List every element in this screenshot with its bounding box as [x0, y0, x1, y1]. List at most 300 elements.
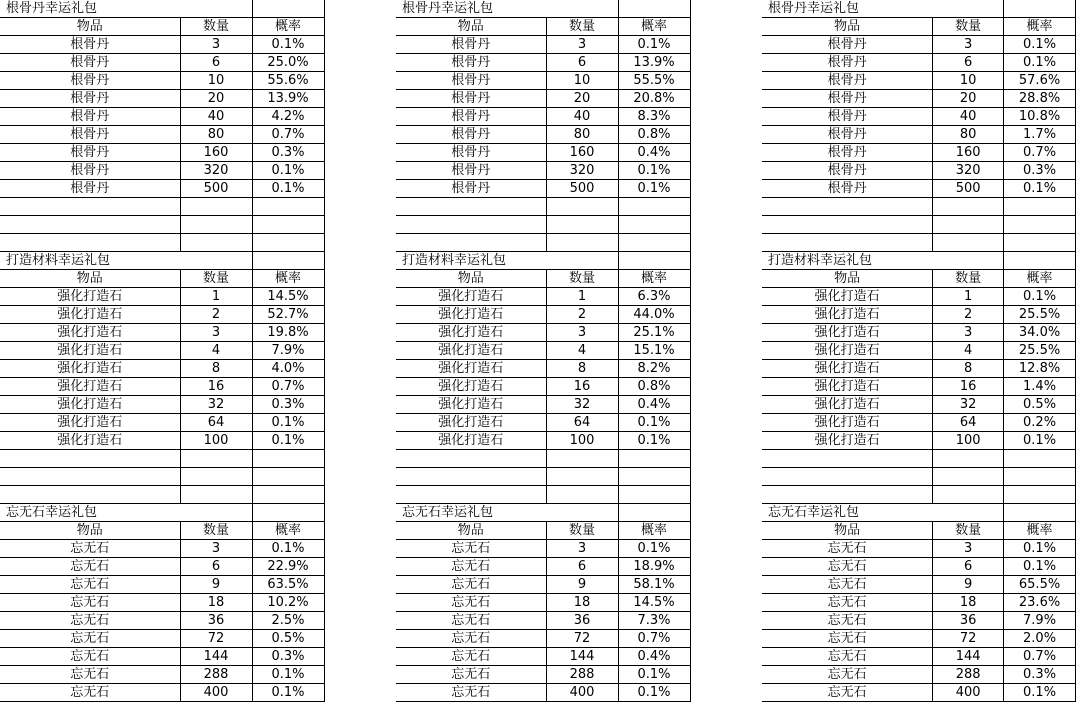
probability-cell[interactable]: 0.1%	[618, 414, 690, 432]
empty-cell[interactable]	[618, 216, 690, 234]
item-cell[interactable]: 根骨丹	[396, 72, 546, 90]
empty-cell[interactable]	[618, 486, 690, 504]
item-cell[interactable]: 忘无石	[396, 594, 546, 612]
probability-cell[interactable]: 57.6%	[1004, 72, 1076, 90]
item-header[interactable]: 物品	[396, 270, 546, 288]
probability-cell[interactable]: 0.7%	[1004, 648, 1076, 666]
empty-cell[interactable]	[546, 252, 618, 270]
item-cell[interactable]: 强化打造石	[0, 432, 180, 450]
probability-cell[interactable]: 0.1%	[618, 666, 690, 684]
quantity-cell[interactable]: 18	[933, 594, 1004, 612]
quantity-cell[interactable]: 6	[180, 558, 252, 576]
item-cell[interactable]: 强化打造石	[762, 342, 933, 360]
empty-cell[interactable]	[180, 0, 252, 18]
item-cell[interactable]: 根骨丹	[396, 180, 546, 198]
quantity-cell[interactable]: 4	[546, 342, 618, 360]
quantity-header[interactable]: 数量	[546, 522, 618, 540]
probability-cell[interactable]: 0.2%	[1004, 414, 1076, 432]
item-cell[interactable]: 根骨丹	[0, 72, 180, 90]
quantity-header[interactable]: 数量	[180, 270, 252, 288]
item-cell[interactable]: 根骨丹	[0, 108, 180, 126]
quantity-cell[interactable]: 10	[546, 72, 618, 90]
item-cell[interactable]: 根骨丹	[762, 90, 933, 108]
quantity-cell[interactable]: 20	[180, 90, 252, 108]
empty-cell[interactable]	[0, 486, 180, 504]
item-cell[interactable]: 根骨丹	[762, 54, 933, 72]
empty-cell[interactable]	[396, 486, 546, 504]
probability-cell[interactable]: 13.9%	[618, 54, 690, 72]
probability-cell[interactable]: 0.1%	[1004, 684, 1076, 702]
item-cell[interactable]: 强化打造石	[396, 396, 546, 414]
empty-cell[interactable]	[252, 0, 324, 18]
empty-cell[interactable]	[396, 198, 546, 216]
empty-cell[interactable]	[0, 216, 180, 234]
item-cell[interactable]: 忘无石	[762, 558, 933, 576]
probability-cell[interactable]: 19.8%	[252, 324, 324, 342]
quantity-cell[interactable]: 16	[180, 378, 252, 396]
empty-cell[interactable]	[180, 468, 252, 486]
item-cell[interactable]: 根骨丹	[762, 72, 933, 90]
item-cell[interactable]: 强化打造石	[396, 288, 546, 306]
empty-cell[interactable]	[252, 198, 324, 216]
empty-cell[interactable]	[933, 198, 1004, 216]
probability-cell[interactable]: 0.1%	[618, 162, 690, 180]
empty-cell[interactable]	[546, 198, 618, 216]
probability-cell[interactable]: 0.3%	[1004, 162, 1076, 180]
item-cell[interactable]: 忘无石	[396, 612, 546, 630]
probability-cell[interactable]: 0.1%	[618, 36, 690, 54]
quantity-cell[interactable]: 144	[933, 648, 1004, 666]
quantity-header[interactable]: 数量	[546, 270, 618, 288]
item-cell[interactable]: 根骨丹	[0, 36, 180, 54]
empty-cell[interactable]	[1004, 486, 1076, 504]
quantity-cell[interactable]: 80	[546, 126, 618, 144]
item-cell[interactable]: 强化打造石	[762, 324, 933, 342]
quantity-cell[interactable]: 1	[546, 288, 618, 306]
quantity-cell[interactable]: 32	[180, 396, 252, 414]
empty-cell[interactable]	[546, 468, 618, 486]
empty-cell[interactable]	[252, 468, 324, 486]
probability-cell[interactable]: 0.1%	[252, 36, 324, 54]
quantity-cell[interactable]: 320	[180, 162, 252, 180]
item-cell[interactable]: 强化打造石	[396, 324, 546, 342]
quantity-cell[interactable]: 20	[546, 90, 618, 108]
probability-cell[interactable]: 25.5%	[1004, 306, 1076, 324]
item-cell[interactable]: 忘无石	[396, 666, 546, 684]
empty-cell[interactable]	[252, 504, 324, 522]
probability-cell[interactable]: 2.5%	[252, 612, 324, 630]
item-cell[interactable]: 忘无石	[396, 558, 546, 576]
probability-cell[interactable]: 0.4%	[618, 144, 690, 162]
empty-cell[interactable]	[1004, 468, 1076, 486]
quantity-cell[interactable]: 500	[546, 180, 618, 198]
empty-cell[interactable]	[933, 504, 1004, 522]
probability-cell[interactable]: 8.3%	[618, 108, 690, 126]
item-cell[interactable]: 根骨丹	[0, 126, 180, 144]
quantity-cell[interactable]: 100	[933, 432, 1004, 450]
item-cell[interactable]: 根骨丹	[762, 144, 933, 162]
item-cell[interactable]: 忘无石	[762, 630, 933, 648]
item-cell[interactable]: 忘无石	[0, 630, 180, 648]
quantity-cell[interactable]: 1	[933, 288, 1004, 306]
quantity-cell[interactable]: 1	[180, 288, 252, 306]
quantity-cell[interactable]: 2	[180, 306, 252, 324]
probability-cell[interactable]: 55.6%	[252, 72, 324, 90]
quantity-cell[interactable]: 6	[546, 54, 618, 72]
quantity-cell[interactable]: 8	[933, 360, 1004, 378]
empty-cell[interactable]	[762, 450, 933, 468]
probability-header[interactable]: 概率	[1004, 18, 1076, 36]
empty-cell[interactable]	[1004, 234, 1076, 252]
item-cell[interactable]: 忘无石	[762, 666, 933, 684]
probability-cell[interactable]: 0.8%	[618, 378, 690, 396]
probability-cell[interactable]: 0.8%	[618, 126, 690, 144]
quantity-cell[interactable]: 9	[546, 576, 618, 594]
probability-cell[interactable]: 7.9%	[252, 342, 324, 360]
probability-cell[interactable]: 0.4%	[618, 396, 690, 414]
item-cell[interactable]: 根骨丹	[396, 54, 546, 72]
empty-cell[interactable]	[618, 450, 690, 468]
empty-cell[interactable]	[618, 252, 690, 270]
probability-cell[interactable]: 0.7%	[1004, 144, 1076, 162]
probability-cell[interactable]: 0.1%	[618, 684, 690, 702]
probability-cell[interactable]: 0.1%	[252, 432, 324, 450]
probability-cell[interactable]: 0.3%	[1004, 666, 1076, 684]
probability-cell[interactable]: 4.2%	[252, 108, 324, 126]
item-cell[interactable]: 忘无石	[0, 612, 180, 630]
probability-cell[interactable]: 0.4%	[618, 648, 690, 666]
quantity-cell[interactable]: 80	[180, 126, 252, 144]
empty-cell[interactable]	[0, 198, 180, 216]
quantity-cell[interactable]: 40	[933, 108, 1004, 126]
quantity-cell[interactable]: 72	[933, 630, 1004, 648]
item-cell[interactable]: 根骨丹	[762, 162, 933, 180]
item-cell[interactable]: 根骨丹	[396, 126, 546, 144]
probability-cell[interactable]: 22.9%	[252, 558, 324, 576]
item-cell[interactable]: 强化打造石	[762, 378, 933, 396]
item-cell[interactable]: 忘无石	[0, 594, 180, 612]
probability-cell[interactable]: 58.1%	[618, 576, 690, 594]
quantity-cell[interactable]: 6	[180, 54, 252, 72]
empty-cell[interactable]	[180, 216, 252, 234]
probability-cell[interactable]: 0.1%	[1004, 432, 1076, 450]
item-cell[interactable]: 忘无石	[396, 630, 546, 648]
item-cell[interactable]: 忘无石	[396, 684, 546, 702]
empty-cell[interactable]	[933, 234, 1004, 252]
empty-cell[interactable]	[762, 486, 933, 504]
quantity-header[interactable]: 数量	[933, 18, 1004, 36]
item-cell[interactable]: 忘无石	[396, 576, 546, 594]
empty-cell[interactable]	[933, 486, 1004, 504]
quantity-cell[interactable]: 400	[546, 684, 618, 702]
item-header[interactable]: 物品	[0, 18, 180, 36]
empty-cell[interactable]	[546, 234, 618, 252]
item-cell[interactable]: 强化打造石	[0, 360, 180, 378]
empty-cell[interactable]	[546, 450, 618, 468]
empty-cell[interactable]	[618, 504, 690, 522]
probability-cell[interactable]: 18.9%	[618, 558, 690, 576]
probability-header[interactable]: 概率	[618, 18, 690, 36]
probability-cell[interactable]: 0.1%	[252, 180, 324, 198]
quantity-cell[interactable]: 320	[933, 162, 1004, 180]
empty-cell[interactable]	[933, 216, 1004, 234]
quantity-cell[interactable]: 6	[546, 558, 618, 576]
probability-cell[interactable]: 13.9%	[252, 90, 324, 108]
item-cell[interactable]: 根骨丹	[396, 90, 546, 108]
quantity-cell[interactable]: 3	[933, 36, 1004, 54]
item-header[interactable]: 物品	[762, 522, 933, 540]
probability-cell[interactable]: 0.1%	[252, 414, 324, 432]
empty-cell[interactable]	[546, 0, 618, 18]
empty-cell[interactable]	[618, 234, 690, 252]
probability-cell[interactable]: 0.1%	[1004, 180, 1076, 198]
quantity-cell[interactable]: 8	[180, 360, 252, 378]
probability-cell[interactable]: 0.1%	[252, 684, 324, 702]
empty-cell[interactable]	[180, 234, 252, 252]
empty-cell[interactable]	[252, 216, 324, 234]
item-cell[interactable]: 强化打造石	[396, 378, 546, 396]
probability-cell[interactable]: 1.4%	[1004, 378, 1076, 396]
probability-cell[interactable]: 0.1%	[1004, 540, 1076, 558]
quantity-cell[interactable]: 64	[180, 414, 252, 432]
quantity-cell[interactable]: 100	[546, 432, 618, 450]
probability-cell[interactable]: 10.2%	[252, 594, 324, 612]
empty-cell[interactable]	[252, 252, 324, 270]
empty-cell[interactable]	[396, 216, 546, 234]
probability-cell[interactable]: 25.5%	[1004, 342, 1076, 360]
empty-cell[interactable]	[180, 198, 252, 216]
quantity-cell[interactable]: 16	[933, 378, 1004, 396]
quantity-header[interactable]: 数量	[180, 522, 252, 540]
probability-cell[interactable]: 0.1%	[252, 540, 324, 558]
probability-cell[interactable]: 0.1%	[618, 180, 690, 198]
item-cell[interactable]: 根骨丹	[0, 180, 180, 198]
probability-cell[interactable]: 4.0%	[252, 360, 324, 378]
empty-cell[interactable]	[618, 198, 690, 216]
probability-cell[interactable]: 0.3%	[252, 396, 324, 414]
item-cell[interactable]: 强化打造石	[396, 414, 546, 432]
quantity-cell[interactable]: 500	[180, 180, 252, 198]
probability-cell[interactable]: 23.6%	[1004, 594, 1076, 612]
probability-cell[interactable]: 0.1%	[252, 666, 324, 684]
item-cell[interactable]: 根骨丹	[396, 144, 546, 162]
item-cell[interactable]: 强化打造石	[396, 342, 546, 360]
quantity-cell[interactable]: 320	[546, 162, 618, 180]
empty-cell[interactable]	[1004, 252, 1076, 270]
probability-cell[interactable]: 44.0%	[618, 306, 690, 324]
item-cell[interactable]: 忘无石	[762, 648, 933, 666]
empty-cell[interactable]	[396, 450, 546, 468]
probability-cell[interactable]: 14.5%	[618, 594, 690, 612]
quantity-cell[interactable]: 4	[933, 342, 1004, 360]
empty-cell[interactable]	[0, 234, 180, 252]
probability-cell[interactable]: 0.1%	[618, 540, 690, 558]
quantity-cell[interactable]: 3	[933, 324, 1004, 342]
quantity-cell[interactable]: 9	[180, 576, 252, 594]
quantity-cell[interactable]: 144	[546, 648, 618, 666]
item-cell[interactable]: 强化打造石	[0, 378, 180, 396]
item-cell[interactable]: 忘无石	[396, 648, 546, 666]
quantity-cell[interactable]: 40	[180, 108, 252, 126]
empty-cell[interactable]	[180, 504, 252, 522]
empty-cell[interactable]	[1004, 450, 1076, 468]
item-cell[interactable]: 强化打造石	[762, 432, 933, 450]
probability-cell[interactable]: 20.8%	[618, 90, 690, 108]
item-cell[interactable]: 强化打造石	[762, 414, 933, 432]
item-cell[interactable]: 忘无石	[762, 612, 933, 630]
quantity-cell[interactable]: 4	[180, 342, 252, 360]
empty-cell[interactable]	[0, 450, 180, 468]
probability-cell[interactable]: 0.3%	[252, 144, 324, 162]
probability-cell[interactable]: 0.7%	[618, 630, 690, 648]
quantity-cell[interactable]: 3	[180, 324, 252, 342]
item-cell[interactable]: 根骨丹	[762, 180, 933, 198]
quantity-cell[interactable]: 16	[546, 378, 618, 396]
empty-cell[interactable]	[762, 198, 933, 216]
empty-cell[interactable]	[546, 216, 618, 234]
quantity-cell[interactable]: 400	[933, 684, 1004, 702]
empty-cell[interactable]	[933, 0, 1004, 18]
empty-cell[interactable]	[618, 468, 690, 486]
quantity-cell[interactable]: 288	[933, 666, 1004, 684]
item-cell[interactable]: 忘无石	[762, 576, 933, 594]
item-cell[interactable]: 忘无石	[0, 666, 180, 684]
probability-cell[interactable]: 55.5%	[618, 72, 690, 90]
quantity-cell[interactable]: 36	[180, 612, 252, 630]
probability-cell[interactable]: 12.8%	[1004, 360, 1076, 378]
quantity-cell[interactable]: 40	[546, 108, 618, 126]
empty-cell[interactable]	[180, 252, 252, 270]
empty-cell[interactable]	[762, 234, 933, 252]
quantity-cell[interactable]: 3	[180, 540, 252, 558]
quantity-cell[interactable]: 3	[180, 36, 252, 54]
item-cell[interactable]: 强化打造石	[0, 396, 180, 414]
quantity-cell[interactable]: 288	[546, 666, 618, 684]
empty-cell[interactable]	[1004, 504, 1076, 522]
empty-cell[interactable]	[933, 252, 1004, 270]
quantity-cell[interactable]: 2	[546, 306, 618, 324]
probability-cell[interactable]: 15.1%	[618, 342, 690, 360]
probability-cell[interactable]: 25.1%	[618, 324, 690, 342]
probability-cell[interactable]: 1.7%	[1004, 126, 1076, 144]
item-cell[interactable]: 强化打造石	[0, 342, 180, 360]
quantity-cell[interactable]: 8	[546, 360, 618, 378]
probability-cell[interactable]: 6.3%	[618, 288, 690, 306]
item-cell[interactable]: 忘无石	[0, 558, 180, 576]
probability-cell[interactable]: 25.0%	[252, 54, 324, 72]
item-header[interactable]: 物品	[396, 18, 546, 36]
item-cell[interactable]: 忘无石	[0, 648, 180, 666]
quantity-cell[interactable]: 3	[933, 540, 1004, 558]
empty-cell[interactable]	[1004, 0, 1076, 18]
empty-cell[interactable]	[252, 486, 324, 504]
quantity-cell[interactable]: 64	[933, 414, 1004, 432]
probability-cell[interactable]: 0.1%	[1004, 558, 1076, 576]
item-cell[interactable]: 强化打造石	[396, 432, 546, 450]
item-header[interactable]: 物品	[0, 270, 180, 288]
quantity-cell[interactable]: 64	[546, 414, 618, 432]
empty-cell[interactable]	[933, 468, 1004, 486]
probability-header[interactable]: 概率	[1004, 522, 1076, 540]
empty-cell[interactable]	[396, 468, 546, 486]
quantity-cell[interactable]: 3	[546, 540, 618, 558]
quantity-cell[interactable]: 80	[933, 126, 1004, 144]
item-cell[interactable]: 根骨丹	[396, 36, 546, 54]
probability-cell[interactable]: 0.1%	[1004, 288, 1076, 306]
quantity-cell[interactable]: 160	[933, 144, 1004, 162]
probability-cell[interactable]: 63.5%	[252, 576, 324, 594]
probability-cell[interactable]: 7.9%	[1004, 612, 1076, 630]
quantity-cell[interactable]: 36	[933, 612, 1004, 630]
empty-cell[interactable]	[546, 504, 618, 522]
empty-cell[interactable]	[546, 486, 618, 504]
item-cell[interactable]: 强化打造石	[762, 360, 933, 378]
quantity-cell[interactable]: 10	[180, 72, 252, 90]
quantity-header[interactable]: 数量	[933, 522, 1004, 540]
empty-cell[interactable]	[618, 0, 690, 18]
quantity-cell[interactable]: 400	[180, 684, 252, 702]
quantity-header[interactable]: 数量	[933, 270, 1004, 288]
probability-cell[interactable]: 0.5%	[252, 630, 324, 648]
quantity-header[interactable]: 数量	[546, 18, 618, 36]
item-cell[interactable]: 根骨丹	[396, 108, 546, 126]
item-cell[interactable]: 强化打造石	[396, 360, 546, 378]
quantity-header[interactable]: 数量	[180, 18, 252, 36]
quantity-cell[interactable]: 3	[546, 36, 618, 54]
quantity-cell[interactable]: 18	[180, 594, 252, 612]
item-header[interactable]: 物品	[762, 18, 933, 36]
item-header[interactable]: 物品	[396, 522, 546, 540]
quantity-cell[interactable]: 10	[933, 72, 1004, 90]
probability-cell[interactable]: 34.0%	[1004, 324, 1076, 342]
empty-cell[interactable]	[180, 450, 252, 468]
item-cell[interactable]: 忘无石	[0, 684, 180, 702]
item-cell[interactable]: 忘无石	[0, 576, 180, 594]
item-cell[interactable]: 强化打造石	[0, 288, 180, 306]
item-cell[interactable]: 忘无石	[762, 540, 933, 558]
probability-header[interactable]: 概率	[252, 270, 324, 288]
probability-cell[interactable]: 0.5%	[1004, 396, 1076, 414]
item-cell[interactable]: 强化打造石	[0, 324, 180, 342]
item-cell[interactable]: 强化打造石	[0, 414, 180, 432]
empty-cell[interactable]	[252, 450, 324, 468]
quantity-cell[interactable]: 9	[933, 576, 1004, 594]
item-cell[interactable]: 强化打造石	[762, 288, 933, 306]
quantity-cell[interactable]: 3	[546, 324, 618, 342]
item-cell[interactable]: 忘无石	[762, 594, 933, 612]
probability-cell[interactable]: 28.8%	[1004, 90, 1076, 108]
probability-cell[interactable]: 7.3%	[618, 612, 690, 630]
quantity-cell[interactable]: 32	[933, 396, 1004, 414]
quantity-cell[interactable]: 72	[546, 630, 618, 648]
empty-cell[interactable]	[933, 450, 1004, 468]
probability-header[interactable]: 概率	[618, 270, 690, 288]
quantity-cell[interactable]: 32	[546, 396, 618, 414]
probability-cell[interactable]: 2.0%	[1004, 630, 1076, 648]
quantity-cell[interactable]: 36	[546, 612, 618, 630]
empty-cell[interactable]	[1004, 216, 1076, 234]
item-cell[interactable]: 根骨丹	[396, 162, 546, 180]
probability-cell[interactable]: 52.7%	[252, 306, 324, 324]
probability-cell[interactable]: 0.3%	[252, 648, 324, 666]
probability-header[interactable]: 概率	[618, 522, 690, 540]
quantity-cell[interactable]: 160	[180, 144, 252, 162]
empty-cell[interactable]	[252, 234, 324, 252]
item-cell[interactable]: 忘无石	[762, 684, 933, 702]
item-cell[interactable]: 根骨丹	[0, 54, 180, 72]
quantity-cell[interactable]: 160	[546, 144, 618, 162]
quantity-cell[interactable]: 288	[180, 666, 252, 684]
